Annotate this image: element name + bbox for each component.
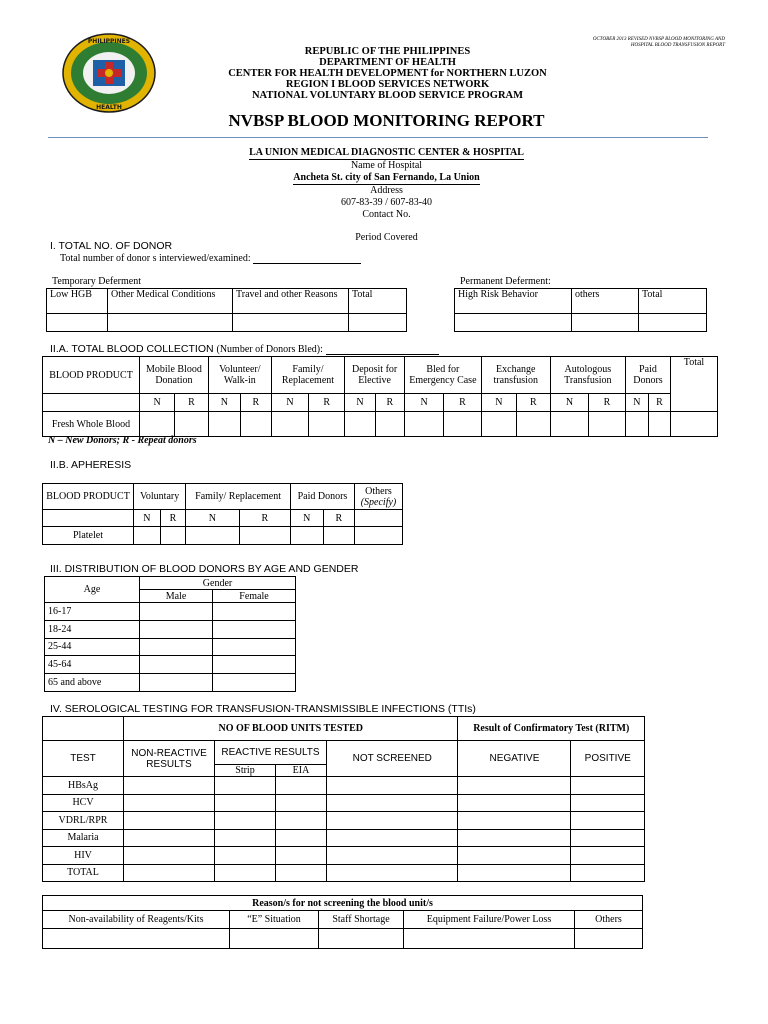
section4-title: IV. SEROLOGICAL TESTING FOR TRANSFUSION-TRANSMISSIBLE INFECTIONS (TTIs) (50, 703, 476, 715)
header-line: CENTER FOR HEALTH DEVELOPMENT for NORTHERN LUZON (228, 68, 547, 79)
permanent-deferment-table (454, 288, 707, 332)
cell-input[interactable] (327, 777, 458, 795)
cell-input[interactable] (571, 847, 645, 865)
cell-input[interactable] (175, 412, 209, 437)
period-covered-label: Period Covered (355, 232, 418, 243)
test-row: HIV (43, 847, 124, 865)
cell-input[interactable] (230, 929, 319, 949)
title-divider (48, 137, 708, 138)
col-exchange: Exchange transfusion (481, 357, 550, 394)
age-header: Age (45, 577, 140, 603)
n-label: N (271, 394, 308, 412)
cell-input[interactable] (276, 812, 327, 830)
col-deposit: Deposit for Elective (345, 357, 405, 394)
col-family: Family/ Replacement (186, 484, 291, 510)
cell-input[interactable] (345, 412, 376, 437)
cell-input[interactable] (215, 777, 276, 795)
cell-input[interactable] (589, 412, 626, 437)
hospital-address: Ancheta St. city of San Fernando, La Union (293, 172, 480, 183)
section3-title: III. DISTRIBUTION OF BLOOD DONORS BY AGE AND GENDER (50, 563, 359, 575)
col-reagents: Non-availability of Reagents/Kits (43, 911, 230, 929)
col-mobile: Mobile Blood Donation (140, 357, 209, 394)
cell-input[interactable] (571, 777, 645, 795)
cell-input[interactable] (405, 412, 444, 437)
page-title: NVBSP BLOOD MONITORING REPORT (228, 111, 545, 130)
agency-header (150, 46, 625, 101)
col-others: others (572, 289, 639, 314)
cell-input[interactable] (639, 314, 707, 332)
r-label: R (589, 394, 626, 412)
cell-input[interactable] (458, 812, 571, 830)
col-low-hgb: Low HGB (47, 289, 108, 314)
cell-input[interactable] (271, 412, 308, 437)
row-platelet: Platelet (43, 527, 134, 545)
cell-input[interactable] (240, 412, 271, 437)
cell-input[interactable] (124, 794, 215, 812)
cell-input[interactable] (354, 527, 402, 545)
cell-input[interactable] (327, 812, 458, 830)
permanent-deferment-label: Permanent Deferment: (460, 276, 551, 287)
n-label: N (290, 510, 323, 527)
cell-input[interactable] (140, 620, 213, 638)
blood-product-header: BLOOD PRODUCT (43, 357, 140, 394)
corner-note-line2: HOSPITAL BLOOD TRANSFUSION REPORT (630, 43, 725, 48)
hospital-name-label: Name of Hospital (350, 160, 423, 171)
cell-input[interactable] (516, 412, 550, 437)
cell-input[interactable] (213, 603, 296, 621)
cell-input[interactable] (455, 314, 572, 332)
cell-input[interactable] (186, 527, 239, 545)
cell-input[interactable] (140, 603, 213, 621)
cell-input[interactable] (319, 929, 404, 949)
section2b-title: II.B. APHERESIS (50, 459, 132, 471)
test-row-total: TOTAL (43, 864, 124, 882)
cell-input[interactable] (458, 777, 571, 795)
cell-input[interactable] (215, 829, 276, 847)
col-equipment-failure: Equipment Failure/Power Loss (404, 911, 575, 929)
cell-input[interactable] (140, 656, 213, 674)
col-walk-in: Volunteer/ Walk-in (208, 357, 271, 394)
cell-input[interactable] (124, 847, 215, 865)
header-line: NATIONAL VOLUNTARY BLOOD SERVICE PROGRAM (251, 90, 524, 101)
n-label: N (140, 394, 175, 412)
donor-count-line (60, 253, 361, 264)
cell-input[interactable] (215, 812, 276, 830)
test-row: VDRL/RPR (43, 812, 124, 830)
svg-text:HEALTH: HEALTH (96, 104, 122, 111)
col-travel: Travel and other Reasons (233, 289, 349, 314)
cell-input[interactable] (215, 864, 276, 882)
n-label: N (186, 510, 239, 527)
row-fresh-whole-blood: Fresh Whole Blood (43, 412, 140, 437)
cell-input[interactable] (625, 412, 648, 437)
male-header: Male (140, 590, 213, 603)
contact-label: Contact No. (362, 209, 411, 220)
cell-input[interactable] (213, 638, 296, 656)
cell-input[interactable] (124, 829, 215, 847)
cell-input[interactable] (323, 527, 354, 545)
header-line: REGION I BLOOD SERVICES NETWORK (285, 79, 490, 90)
cell-input[interactable] (375, 412, 404, 437)
cell-input[interactable] (215, 847, 276, 865)
col-autologous: Autologous Transfusion (550, 357, 625, 394)
cell-input[interactable] (458, 864, 571, 882)
age-row: 25-44 (45, 638, 140, 656)
cell-input[interactable] (215, 794, 276, 812)
cell-input[interactable] (213, 620, 296, 638)
corner-note-line1: OCTOBER 2013 REVISED NVBSP BLOOD MONITORING AND (592, 37, 725, 42)
cell-input[interactable] (671, 412, 718, 437)
cell-input[interactable] (404, 929, 575, 949)
cell-input[interactable] (276, 794, 327, 812)
cell-input[interactable] (208, 412, 240, 437)
not-screened-header: NOT SCREENED (327, 741, 458, 777)
cell-input[interactable] (290, 527, 323, 545)
cell-input[interactable] (572, 314, 639, 332)
col-others: Others (575, 911, 643, 929)
r-label: R (648, 394, 670, 412)
age-row: 65 and above (45, 674, 140, 692)
cell-input[interactable] (140, 412, 175, 437)
test-row: Malaria (43, 829, 124, 847)
serological-testing-table (42, 716, 645, 882)
cell-input[interactable] (276, 847, 327, 865)
donor-count-label: Total number of donor s interviewed/examined: (60, 253, 251, 264)
header-line: DEPARTMENT OF HEALTH (319, 57, 456, 68)
blank-cell (43, 717, 124, 741)
strip-header: Strip (215, 765, 276, 777)
cell-input[interactable] (140, 638, 213, 656)
test-header: TEST (43, 741, 124, 777)
cell-input[interactable] (108, 314, 233, 332)
header-line: REPUBLIC OF THE PHILIPPINES (304, 46, 471, 57)
cell-input[interactable] (140, 674, 213, 692)
col-voluntary: Voluntary (134, 484, 186, 510)
r-label: R (239, 510, 290, 527)
section2a-title-text: II.A. TOTAL BLOOD COLLECTION (50, 343, 214, 355)
col-total: Total (349, 289, 407, 314)
blank-cell (43, 394, 140, 412)
cell-input[interactable] (124, 864, 215, 882)
negative-header: NEGATIVE (458, 741, 571, 777)
cell-input[interactable] (124, 812, 215, 830)
r-label: R (516, 394, 550, 412)
positive-header: POSITIVE (571, 741, 645, 777)
cell-input[interactable] (575, 929, 643, 949)
donors-bled-blank[interactable] (326, 345, 439, 355)
col-paid: Paid Donors (290, 484, 354, 510)
gender-header: Gender (140, 577, 296, 590)
col-others (354, 484, 402, 510)
age-row: 18-24 (45, 620, 140, 638)
units-tested-header: NO OF BLOOD UNITS TESTED (124, 717, 458, 741)
cell-input[interactable] (134, 527, 161, 545)
cell-input[interactable] (444, 412, 482, 437)
n-label: N (405, 394, 444, 412)
cell-input[interactable] (349, 314, 407, 332)
cell-input[interactable] (571, 794, 645, 812)
n-label: N (134, 510, 161, 527)
col-high-risk: High Risk Behavior (455, 289, 572, 314)
col-e-situation: “E” Situation (230, 911, 319, 929)
reasons-table (42, 895, 643, 949)
cell-input[interactable] (47, 314, 108, 332)
r-label: R (323, 510, 354, 527)
svg-text:PHILIPPINES: PHILIPPINES (87, 38, 131, 45)
cell-input[interactable] (327, 794, 458, 812)
r-label: R (309, 394, 345, 412)
blank-cell (43, 510, 134, 527)
temporary-deferment-label: Temporary Deferment (52, 276, 141, 287)
address-label: Address (370, 185, 403, 196)
r-label: R (375, 394, 404, 412)
test-row: HBsAg (43, 777, 124, 795)
age-row: 16-17 (45, 603, 140, 621)
cell-input[interactable] (43, 929, 230, 949)
cell-input[interactable] (276, 777, 327, 795)
r-label: R (175, 394, 209, 412)
cell-input[interactable] (160, 527, 186, 545)
eia-header: EIA (276, 765, 327, 777)
n-label: N (550, 394, 588, 412)
age-row: 45-64 (45, 656, 140, 674)
donor-count-blank[interactable] (253, 254, 361, 264)
n-label: N (481, 394, 516, 412)
col-total: Total (671, 357, 718, 412)
section2a-title (50, 343, 439, 355)
age-gender-table (44, 576, 296, 692)
col-paid: Paid Donors (625, 357, 670, 394)
nonreactive-header: NON-REACTIVE RESULTS (124, 741, 215, 777)
hospital-info (100, 147, 673, 244)
n-label: N (625, 394, 648, 412)
female-header: Female (213, 590, 296, 603)
r-label: R (160, 510, 186, 527)
contact-number: 607-83-39 / 607-83-40 (340, 197, 433, 208)
cell-input[interactable] (571, 829, 645, 847)
cell-input[interactable] (327, 829, 458, 847)
col-total: Total (639, 289, 707, 314)
cell-input[interactable] (571, 864, 645, 882)
cell-input[interactable] (458, 829, 571, 847)
blood-collection-table (42, 356, 718, 437)
cell-input[interactable] (276, 829, 327, 847)
cell-input[interactable] (239, 527, 290, 545)
cell-input[interactable] (327, 864, 458, 882)
r-label: R (444, 394, 482, 412)
cell-input[interactable] (481, 412, 516, 437)
cell-input[interactable] (213, 674, 296, 692)
cell-input[interactable] (550, 412, 588, 437)
apheresis-table (42, 483, 403, 545)
cell-input[interactable] (327, 847, 458, 865)
cell-input[interactable] (276, 864, 327, 882)
others-label: Others (365, 485, 392, 497)
cell-input[interactable] (648, 412, 670, 437)
n-label: N (208, 394, 240, 412)
doh-seal-logo (60, 32, 158, 114)
reasons-header: Reason/s for not screening the blood unit/s (43, 896, 643, 911)
test-row: HCV (43, 794, 124, 812)
section2a-subtitle: (Number of Donors Bled): (216, 344, 323, 355)
n-label: N (345, 394, 376, 412)
confirmatory-header: Result of Confirmatory Test (RITM) (458, 717, 645, 741)
temporary-deferment-table (46, 288, 407, 332)
cell-input[interactable] (309, 412, 345, 437)
section1-title: I. TOTAL NO. OF DONOR (50, 240, 173, 252)
blood-product-header: BLOOD PRODUCT (43, 484, 134, 510)
col-emergency: Bled for Emergency Case (405, 357, 482, 394)
col-family: Family/ Replacement (271, 357, 344, 394)
reactive-header: REACTIVE RESULTS (215, 741, 327, 765)
cell-input[interactable] (458, 794, 571, 812)
col-staff-shortage: Staff Shortage (319, 911, 404, 929)
hospital-name: LA UNION MEDICAL DIAGNOSTIC CENTER & HOSPITAL (249, 147, 524, 158)
cell-input[interactable] (571, 812, 645, 830)
cell-input[interactable] (458, 847, 571, 865)
cell-input[interactable] (233, 314, 349, 332)
col-other-medical: Other Medical Conditions (108, 289, 233, 314)
blank-cell (354, 510, 402, 527)
r-label: R (240, 394, 271, 412)
cell-input[interactable] (213, 656, 296, 674)
cell-input[interactable] (124, 777, 215, 795)
specify-label: (Specify) (360, 496, 397, 508)
donor-legend: N – New Donors; R - Repeat donors (48, 435, 197, 446)
